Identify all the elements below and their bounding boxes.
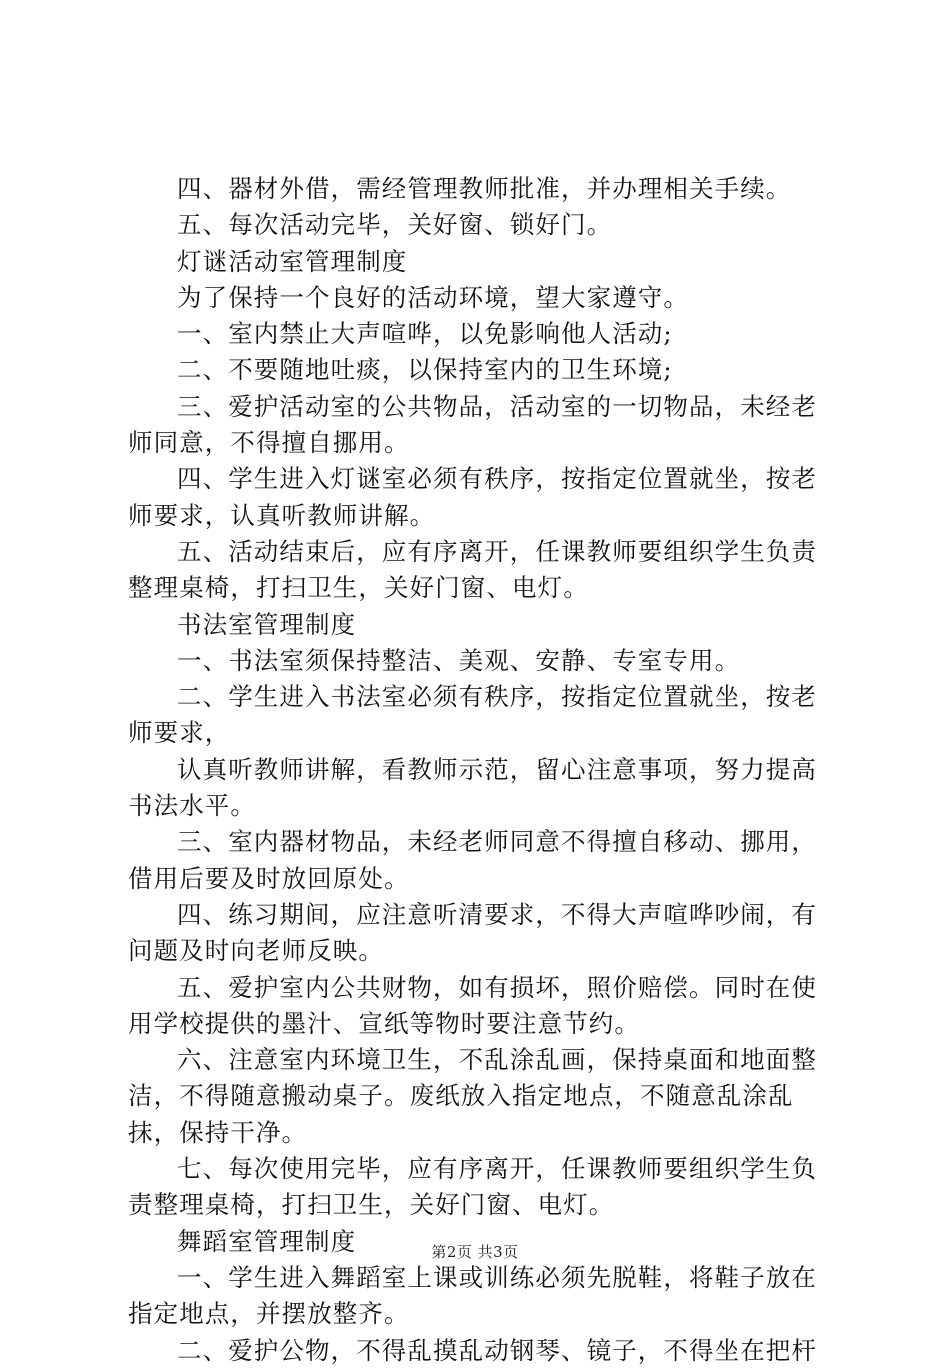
paragraph-intro: 为了保持一个良好的活动环境，望大家遵守。 [177, 282, 689, 312]
paragraph-rule-1: 一、室内禁止大声喧哗，以免影响他人活动; [177, 319, 673, 349]
paragraph-calligraphy-rule-2-cont: 认真听教师讲解，看教师示范，留心注意事项，努力提高书法水平。 [128, 754, 817, 821]
section-heading-lantern-riddle-room: 灯谜活动室管理制度 [177, 246, 408, 276]
page-footer [0, 1241, 950, 1262]
paragraph-rule-5: 五、活动结束后，应有序离开，任课教师要组织学生负责整理桌椅，打扫卫生，关好门窗、电灯。 [128, 536, 817, 603]
paragraph-calligraphy-rule-4: 四、练习期间，应注意听清要求，不得大声喧哗吵闹，有问题及时向老师反映。 [128, 899, 817, 966]
paragraph-rule-4: 四、学生进入灯谜室必须有秩序，按指定位置就坐，按老师要求，认真听教师讲解。 [128, 464, 817, 530]
document-body [128, 171, 838, 1369]
paragraph-calligraphy-rule-5: 五、爱护室内公共财物，如有损坏，照价赔偿。同时在使用学校提供的墨汁、宣纸等物时要注意节约。 [128, 972, 817, 1038]
paragraph-dance-rule-1: 一、学生进入舞蹈室上课或训练必须先脱鞋，将鞋子放在指定地点，并摆放整齐。 [128, 1262, 817, 1329]
paragraph-calligraphy-rule-3: 三、室内器材物品，未经老师同意不得擅自移动、挪用，借用后要及时放回原处。 [128, 827, 817, 893]
paragraph-close-windows: 五、每次活动完毕，关好窗、锁好门。 [177, 210, 613, 240]
paragraph-calligraphy-rule-6: 六、注意室内环境卫生，不乱涂乱画，保持桌面和地面整洁，不得随意搬动桌子。废纸放入指定地点，不随意乱涂乱抹，保持干净。 [128, 1045, 817, 1147]
paragraph-calligraphy-rule-1: 一、书法室须保持整洁、美观、安静、专室专用。 [177, 645, 741, 675]
paragraph-equipment-loan: 四、器材外借，需经管理教师批准，并办理相关手续。 [177, 174, 792, 203]
paragraph-calligraphy-rule-7: 七、每次使用完毕，应有序离开，任课教师要组织学生负责整理桌椅，打扫卫生，关好门窗、电灯。 [128, 1154, 817, 1220]
page-number: 第2页 共3页 [431, 1243, 519, 1261]
paragraph-rule-3: 三、爱护活动室的公共物品，活动室的一切物品，未经老师同意，不得擅自挪用。 [128, 391, 817, 458]
section-heading-calligraphy-room: 书法室管理制度 [177, 609, 357, 639]
paragraph-dance-rule-2: 二、爱护公物，不得乱摸乱动钢琴、镜子，不得坐在把杆 [177, 1335, 817, 1365]
paragraph-rule-2: 二、不要随地吐痰，以保持室内的卫生环境; [177, 355, 673, 385]
paragraph-calligraphy-rule-2: 二、学生进入书法室必须有秩序，按指定位置就坐，按老师要求， [128, 682, 817, 748]
section-heading-dance-room: 舞蹈室管理制度 [177, 1226, 357, 1256]
